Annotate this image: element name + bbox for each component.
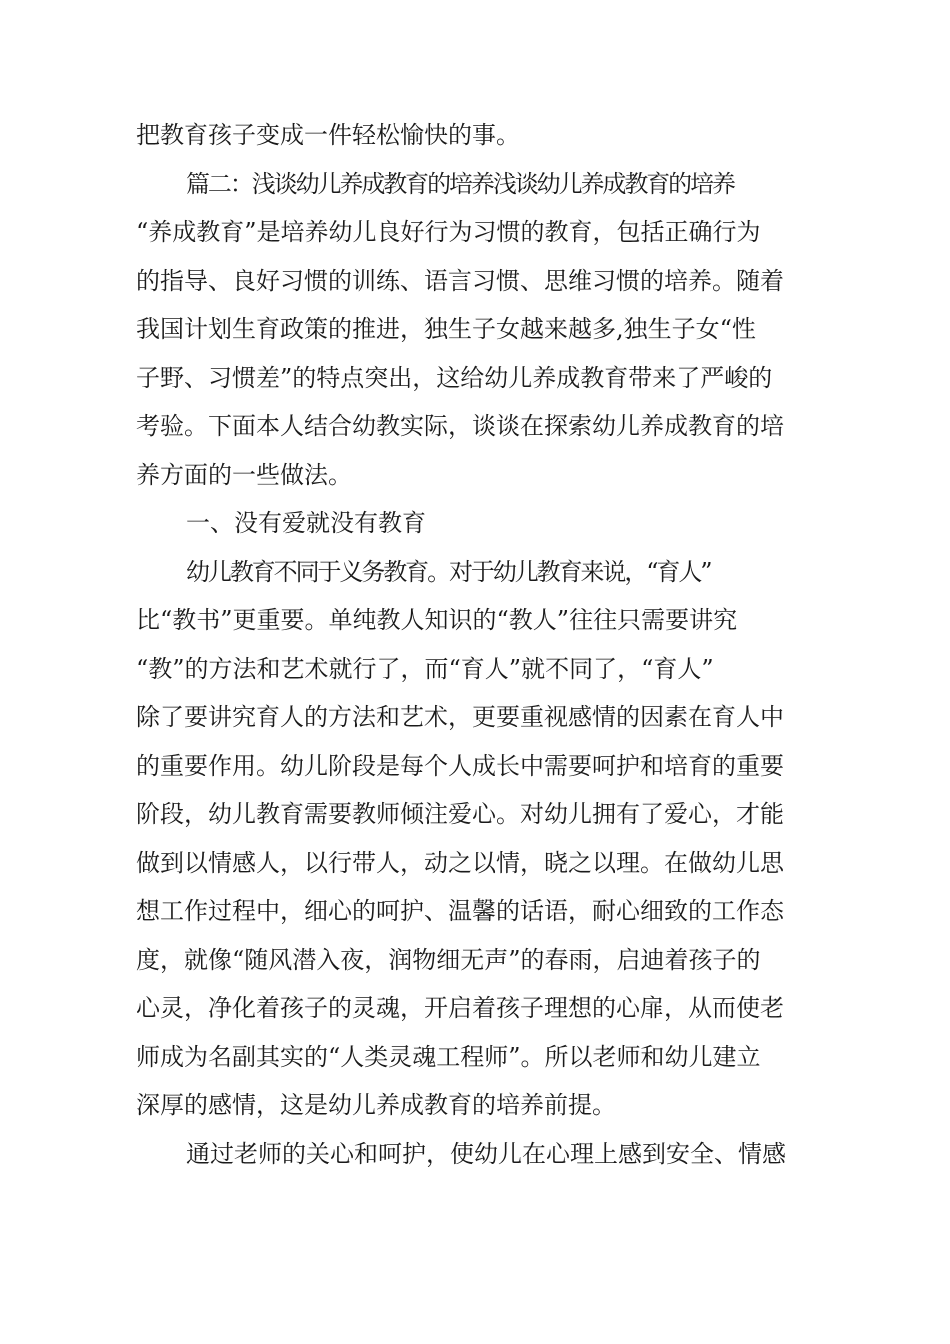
text-line: 度，就像“随风潜入夜，润物细无声”的春雨，启迪着孩子的 bbox=[136, 945, 761, 974]
text-line: “养成教育”是培养幼儿良好行为习惯的教育，包括正确行为 bbox=[136, 218, 761, 246]
text-line: 的重要作用。幼儿阶段是每个人成长中需要呵护和培育的重要 bbox=[136, 751, 784, 780]
document-body bbox=[136, 111, 826, 1178]
text-line: 把教育孩子变成一件轻松愉快的事。 bbox=[136, 121, 520, 149]
text-line: 子野、习惯差”的特点突出，这给幼儿养成教育带来了严峻的 bbox=[136, 363, 773, 392]
text-line: 的指导、良好习惯的训练、语言习惯、思维习惯的培养。随着 bbox=[136, 266, 784, 295]
text-line: 比“教书”更重要。单纯教人知识的“教人”往往只需要讲究 bbox=[136, 606, 738, 634]
text-line: 师成为名副其实的“人类灵魂工程师”。所以老师和幼儿建立 bbox=[136, 1042, 761, 1071]
text-line: 心灵，净化着孩子的灵魂，开启着孩子理想的心扉，从而使老 bbox=[136, 994, 784, 1022]
text-line: 想工作过程中，细心的呵护、温馨的话语，耐心细致的工作态 bbox=[136, 897, 784, 925]
text-line: 考验。下面本人结合幼教实际，谈谈在探索幼儿养成教育的培 bbox=[136, 412, 784, 440]
text-line: 一、没有爱就没有教育 bbox=[186, 509, 426, 537]
text-line: 通过老师的关心和呵护，使幼儿在心理上感到安全、情感 bbox=[186, 1139, 786, 1168]
text-line: 深厚的感情，这是幼儿养成教育的培养前提。 bbox=[136, 1091, 616, 1119]
text-line: 阶段，幼儿教育需要教师倾注爱心。对幼儿拥有了爱心，才能 bbox=[136, 800, 784, 828]
text-line: 除了要讲究育人的方法和艺术，更要重视感情的因素在育人中 bbox=[136, 703, 784, 731]
text-line: 我国计划生育政策的推进，独生子女越来越多,独生子女“性 bbox=[136, 315, 756, 343]
text-line: 幼儿教育不同于义务教育。对于幼儿教育来说，“育人” bbox=[186, 557, 711, 586]
text-line: 养方面的一些做法。 bbox=[136, 460, 352, 489]
text-line: “教”的方法和艺术就行了，而“育人”就不同了，“育人” bbox=[136, 654, 714, 683]
text-line: 做到以情感人，以行带人，动之以情，晓之以理。在做幼儿思 bbox=[136, 848, 784, 877]
text-line: 篇二：浅谈幼儿养成教育的培养浅谈幼儿养成教育的培养 bbox=[186, 169, 734, 198]
